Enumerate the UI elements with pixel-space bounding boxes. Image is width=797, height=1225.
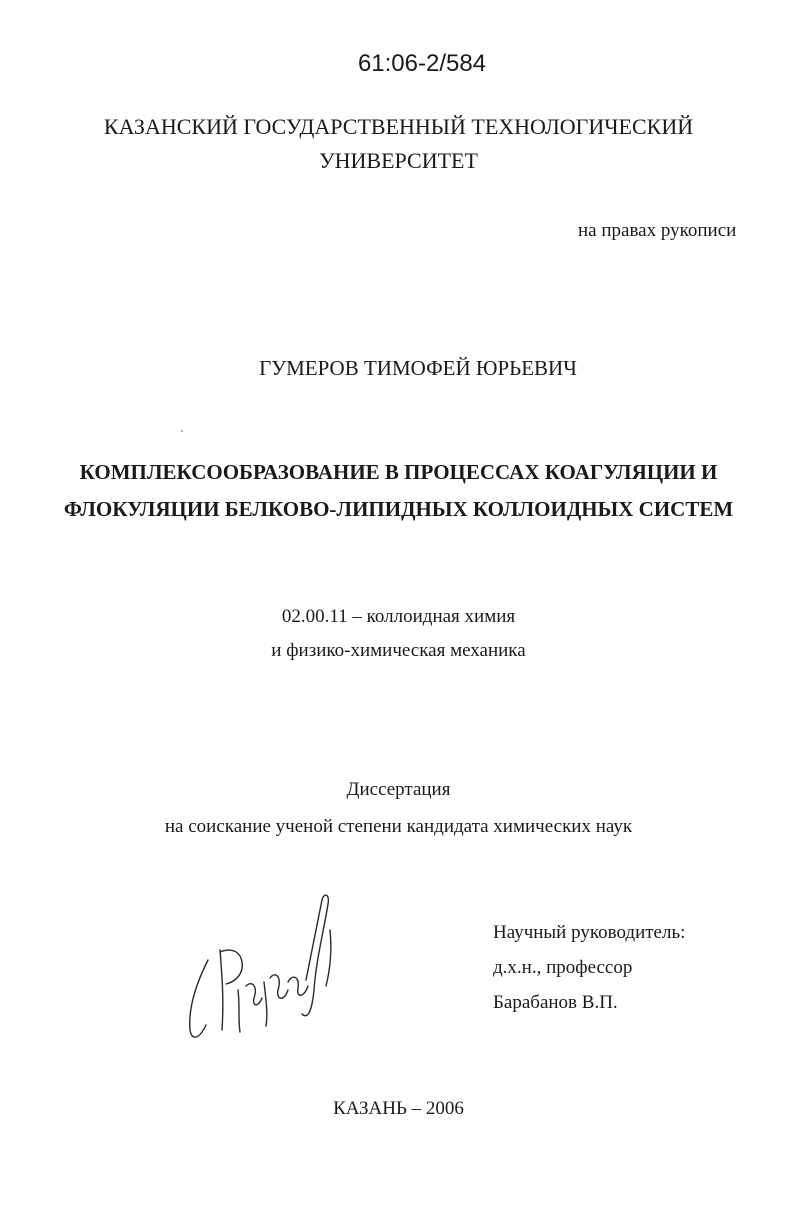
dissertation-label: Диссертация bbox=[346, 779, 451, 800]
university-name-line1: КАЗАНСКИЙ ГОСУДАРСТВЕННЫЙ ТЕХНОЛОГИЧЕСКИЙ bbox=[103, 114, 694, 139]
university-name-line2: УНИВЕРСИТЕТ bbox=[319, 148, 478, 173]
catalog-code: 61:06-2/584 bbox=[357, 50, 487, 77]
dissertation-title-line2: ФЛОКУЛЯЦИИ БЕЛКОВО-ЛИПИДНЫХ КОЛЛОИДНЫХ СИСТЕМ bbox=[63, 497, 734, 521]
advisor-name: Барабанов В.П. bbox=[493, 992, 618, 1013]
dissertation-title-line1: КОМПЛЕКСООБРАЗОВАНИЕ В ПРОЦЕССАХ КОАГУЛЯЦИИ И bbox=[79, 460, 718, 484]
manuscript-note: на правах рукописи bbox=[578, 220, 737, 241]
advisor-label: Научный руководитель: bbox=[493, 922, 686, 943]
author-name: ГУМЕРОВ ТИМОФЕЙ ЮРЬЕВИЧ bbox=[259, 356, 577, 380]
city-year: КАЗАНЬ – 2006 bbox=[333, 1098, 464, 1119]
specialty-line2: и физико-химическая механика bbox=[271, 640, 526, 661]
advisor-degree: д.х.н., профессор bbox=[493, 957, 633, 978]
handwritten-signature bbox=[180, 890, 350, 1050]
degree-line: на соискание ученой степени кандидата химических наук bbox=[164, 816, 633, 837]
specialty-line1: 02.00.11 – коллоидная химия bbox=[281, 606, 516, 627]
scan-speck bbox=[181, 430, 183, 432]
